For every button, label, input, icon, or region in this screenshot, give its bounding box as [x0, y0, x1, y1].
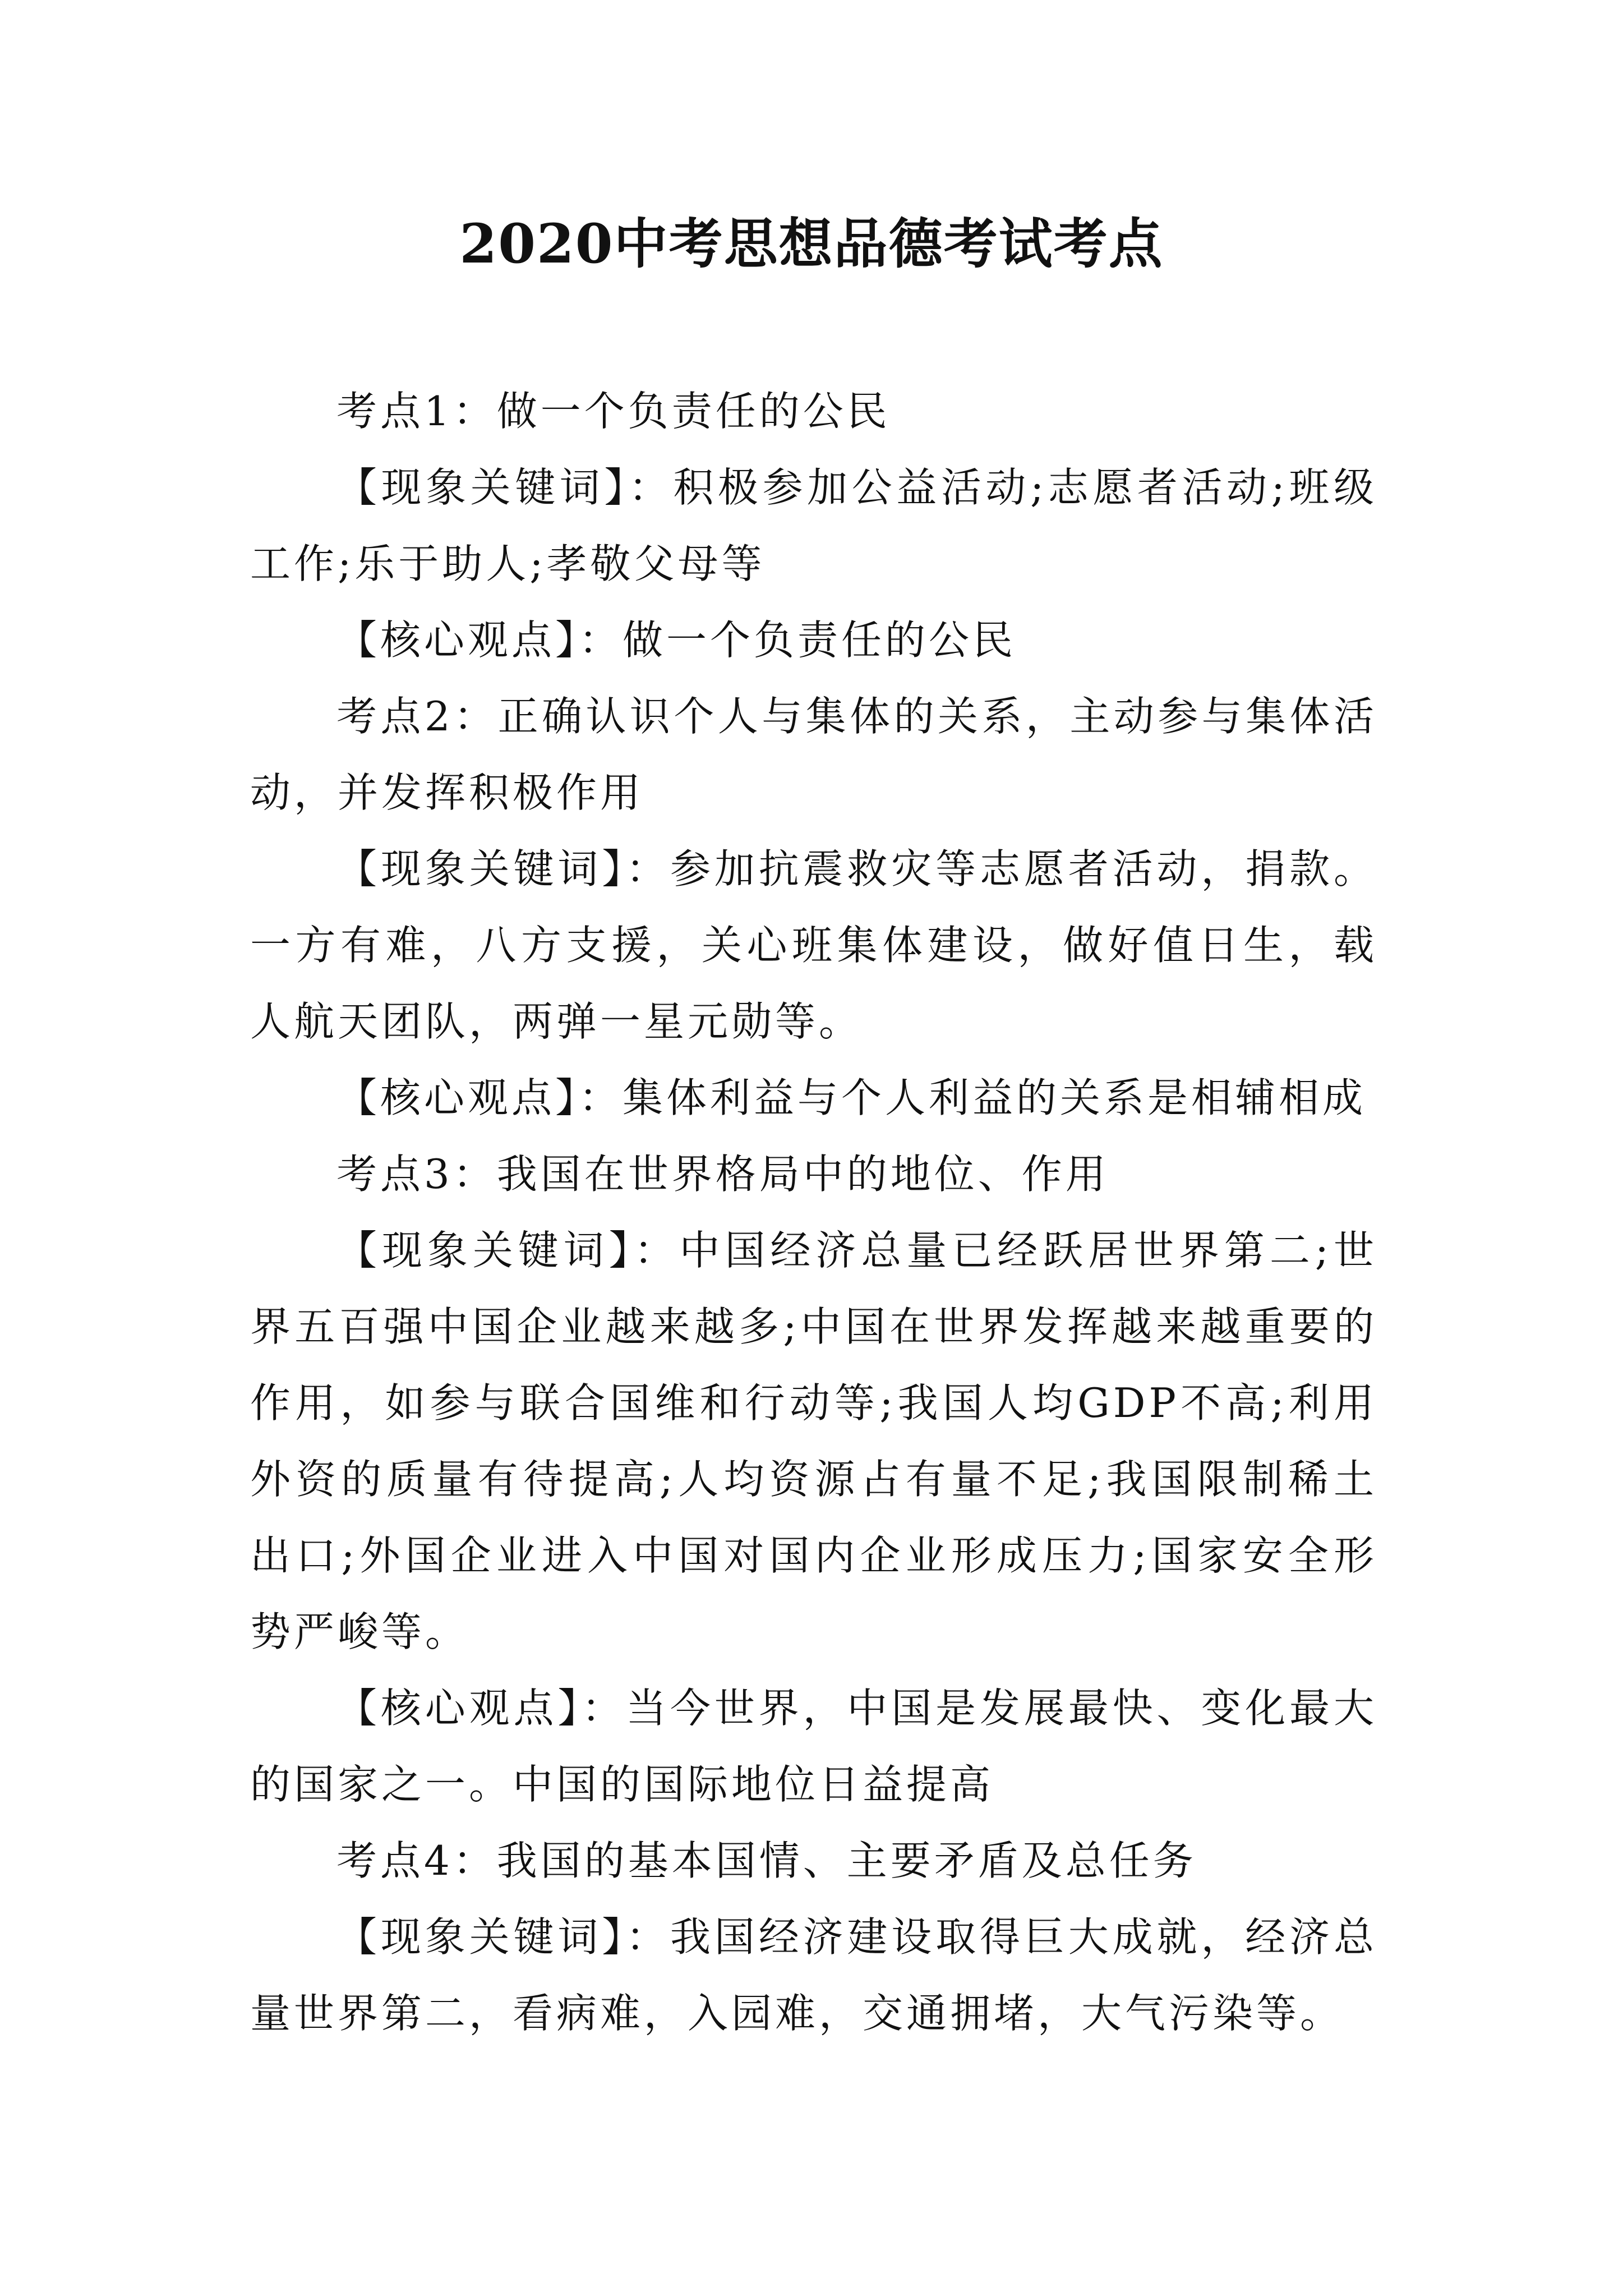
paragraph-keywords-3: 【现象关键词】：中国经济总量已经跃居世界第二;世界五百强中国企业越来越多;中国在世界发挥越来越重要的作用，如参与联合国维和行动等;我国人均GDP不高;利用外资的质量有待提高;人均资源占有量不足;我国限制稀土出口;外国企业进入中国对国内企业形成压力;国家安全形势严峻等。	[250, 1227, 1377, 1655]
paragraph-keywords-2: 【现象关键词】：参加抗震救灾等志愿者活动，捐款。一方有难，八方支援，关心班集体建设，做好值日生，载人航天团队，两弹一星元勋等。	[250, 845, 1377, 1045]
paragraph-core-view-2: 【核心观点】：集体利益与个人利益的关系是相辅相成	[336, 1074, 1367, 1121]
paragraph-keywords-1: 【现象关键词】：积极参加公益活动;志愿者活动;班级工作;乐于助人;孝敬父母等	[250, 464, 1377, 587]
paragraph-kaodian-1: 考点1：做一个负责任的公民	[336, 388, 891, 435]
document-title: 2020中考思想品德考试考点	[459, 212, 1164, 275]
paragraph-kaodian-3: 考点3：我国在世界格局中的地位、作用	[336, 1151, 1109, 1198]
paragraph-kaodian-4: 考点4：我国的基本国情、主要矛盾及总任务	[336, 1837, 1197, 1884]
paragraph-core-view-3: 【核心观点】：当今世界，中国是发展最快、变化最大的国家之一。中国的国际地位日益提高	[250, 1685, 1377, 1808]
document-body	[250, 373, 1377, 2051]
paragraph-kaodian-2: 考点2：正确认识个人与集体的关系，主动参与集体活动，并发挥积极作用	[250, 693, 1377, 816]
paragraph-keywords-4: 【现象关键词】：我国经济建设取得巨大成就，经济总量世界第二，看病难，入园难，交通拥堵，大气污染等。	[250, 1913, 1377, 2037]
paragraph-core-view-1: 【核心观点】：做一个负责任的公民	[336, 616, 1017, 664]
